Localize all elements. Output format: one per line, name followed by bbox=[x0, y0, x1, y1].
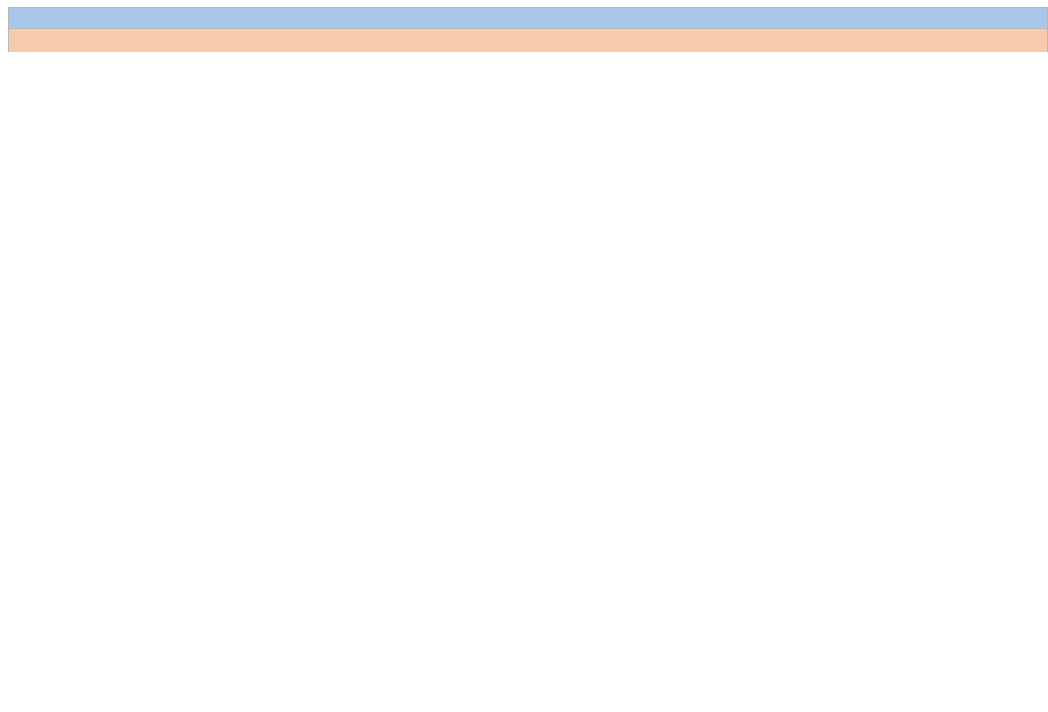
day-header bbox=[8, 8, 1048, 28]
track-header bbox=[8, 29, 1048, 52]
track-header-row[interactable] bbox=[8, 28, 1048, 52]
day-header-row[interactable] bbox=[8, 7, 1048, 28]
